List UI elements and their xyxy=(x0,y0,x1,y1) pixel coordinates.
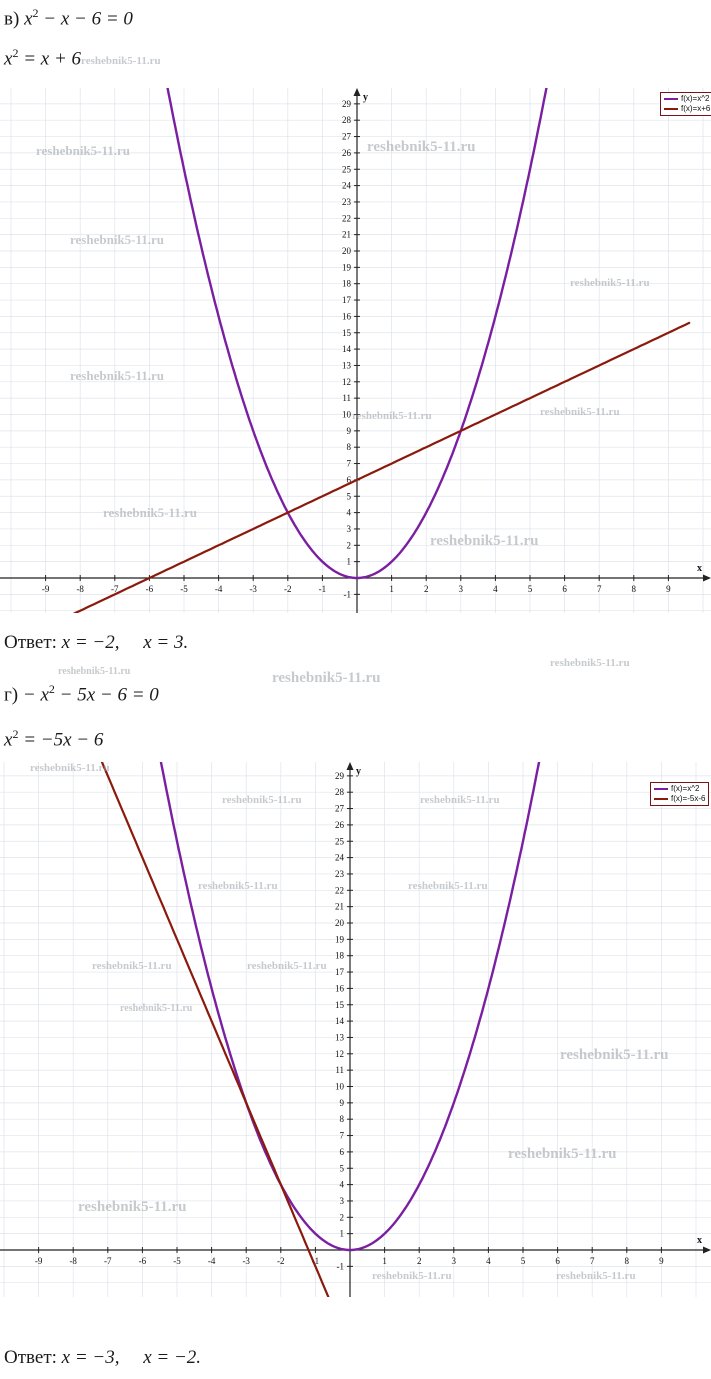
svg-text:20: 20 xyxy=(335,918,344,928)
problem-g-answer xyxy=(4,1347,201,1369)
svg-text:-5: -5 xyxy=(173,1256,181,1266)
svg-text:-2: -2 xyxy=(277,1256,285,1266)
watermark: reshebnik5-11.ru xyxy=(58,666,131,677)
watermark: reshebnik5-11.ru xyxy=(560,1047,669,1063)
svg-text:16: 16 xyxy=(335,983,344,994)
svg-text:5: 5 xyxy=(339,1163,344,1174)
watermark: reshebnik5-11.ru xyxy=(222,794,302,806)
svg-text:x: x xyxy=(697,1235,702,1246)
svg-text:-3: -3 xyxy=(249,584,257,594)
problem-c-eq1-rest: − x − 6 = 0 xyxy=(38,8,133,30)
legend-swatch-parabola-icon xyxy=(664,98,678,100)
svg-text:-9: -9 xyxy=(34,1256,43,1266)
svg-text:-8: -8 xyxy=(69,1256,77,1266)
svg-text:13: 13 xyxy=(335,1032,344,1043)
watermark: reshebnik5-11.ru xyxy=(78,1199,187,1215)
legend-label-line: f(x)=x+6 xyxy=(681,104,711,113)
svg-text:3: 3 xyxy=(451,1256,457,1266)
watermark: reshebnik5-11.ru xyxy=(30,762,110,774)
svg-text:-3: -3 xyxy=(242,1256,250,1266)
problem-g-label: г) xyxy=(4,684,19,706)
chart-1-legend xyxy=(660,92,711,116)
watermark: reshebnik5-11.ru xyxy=(92,960,172,972)
svg-text:6: 6 xyxy=(339,1146,344,1157)
answer-g-prefix: Ответ: xyxy=(4,1347,62,1368)
svg-text:y: y xyxy=(363,92,368,103)
svg-text:1: 1 xyxy=(339,1228,344,1239)
svg-text:1: 1 xyxy=(346,556,351,567)
svg-text:-2: -2 xyxy=(284,584,292,594)
legend-swatch-line-icon xyxy=(664,108,678,110)
svg-text:2: 2 xyxy=(346,540,351,551)
svg-text:26: 26 xyxy=(342,147,351,158)
problem-g-eq2-var: x xyxy=(4,729,13,751)
watermark: reshebnik5-11.ru xyxy=(372,1270,452,1282)
answer-c-1: x = −2, xyxy=(61,632,120,653)
problem-g-eq1-var: − x xyxy=(22,684,49,706)
svg-text:7: 7 xyxy=(589,1256,595,1266)
answer-c-prefix: Ответ: xyxy=(4,632,62,653)
svg-text:20: 20 xyxy=(342,246,351,256)
watermark: reshebnik5-11.ru xyxy=(430,533,539,549)
problem-g-equation-1 xyxy=(4,682,159,706)
legend-label-line-2: f(x)=-5x-6 xyxy=(671,794,706,803)
svg-text:3: 3 xyxy=(346,523,351,534)
svg-text:8: 8 xyxy=(631,584,637,594)
legend-label-parabola-2: f(x)=x^2 xyxy=(671,784,700,793)
watermark: reshebnik5-11.ru xyxy=(352,410,432,422)
watermark: reshebnik5-11.ru xyxy=(408,880,488,892)
svg-text:4: 4 xyxy=(486,1256,491,1266)
problem-c-eq2-var: x xyxy=(4,48,13,70)
problem-c-eq1-var: x xyxy=(24,8,33,30)
problem-g-eq1-exp: 2 xyxy=(48,682,55,696)
svg-text:26: 26 xyxy=(335,819,344,830)
svg-text:2: 2 xyxy=(423,584,429,594)
svg-text:2: 2 xyxy=(416,1256,422,1266)
chart-2 xyxy=(0,762,711,1297)
watermark: reshebnik5-11.ru xyxy=(508,1146,617,1162)
svg-text:11: 11 xyxy=(342,393,351,404)
svg-text:19: 19 xyxy=(335,934,344,945)
svg-text:15: 15 xyxy=(335,999,344,1010)
watermark: reshebnik5-11.ru xyxy=(198,880,278,892)
chart-1-canvas xyxy=(0,88,711,613)
problem-c-eq2-rest: = x + 6 xyxy=(18,48,82,70)
svg-text:7: 7 xyxy=(339,1130,344,1141)
svg-text:9: 9 xyxy=(339,1097,344,1108)
watermark: reshebnik5-11.ru xyxy=(556,1270,636,1282)
svg-text:-6: -6 xyxy=(145,584,154,594)
svg-text:1: 1 xyxy=(382,1256,387,1266)
watermark: reshebnik5-11.ru xyxy=(120,1003,193,1014)
legend-label-parabola: f(x)=x^2 xyxy=(681,94,710,103)
svg-text:8: 8 xyxy=(346,442,351,453)
problem-g-eq2-exp: 2 xyxy=(12,727,19,741)
svg-text:21: 21 xyxy=(335,901,344,912)
svg-text:-5: -5 xyxy=(180,584,188,594)
svg-text:29: 29 xyxy=(335,770,344,781)
svg-text:-4: -4 xyxy=(207,1256,216,1266)
legend-swatch-line-icon xyxy=(654,798,668,800)
problem-g-equation-2 xyxy=(4,727,103,751)
problem-c-eq2-exp: 2 xyxy=(12,46,19,60)
svg-text:25: 25 xyxy=(335,836,344,847)
svg-text:10: 10 xyxy=(335,1081,344,1092)
svg-text:3: 3 xyxy=(458,584,464,594)
svg-text:10: 10 xyxy=(342,409,351,420)
watermark: reshebnik5-11.ru xyxy=(81,55,161,68)
svg-text:-1: -1 xyxy=(311,1256,320,1266)
watermark: reshebnik5-11.ru xyxy=(103,505,198,520)
answer-g-2: x = −2. xyxy=(143,1347,202,1368)
watermark: reshebnik5-11.ru xyxy=(36,143,131,158)
svg-text:y: y xyxy=(356,766,361,777)
svg-text:22: 22 xyxy=(342,213,351,224)
svg-text:16: 16 xyxy=(342,311,351,322)
svg-text:13: 13 xyxy=(342,360,351,371)
svg-text:6: 6 xyxy=(562,584,567,594)
svg-text:5: 5 xyxy=(346,491,351,502)
svg-text:25: 25 xyxy=(342,164,351,175)
svg-text:6: 6 xyxy=(346,474,351,485)
legend-row-line-2 xyxy=(654,794,705,804)
problem-g-eq2-rest: = −5x − 6 xyxy=(18,729,104,751)
legend-swatch-parabola-icon xyxy=(654,788,668,790)
svg-text:12: 12 xyxy=(335,1048,344,1059)
svg-text:7: 7 xyxy=(596,584,602,594)
legend-row-parabola-2 xyxy=(654,784,705,794)
svg-text:9: 9 xyxy=(659,1256,664,1266)
svg-text:8: 8 xyxy=(624,1256,630,1266)
problem-c-label: в) xyxy=(4,8,20,30)
svg-text:5: 5 xyxy=(527,584,533,594)
svg-text:9: 9 xyxy=(666,584,671,594)
svg-text:5: 5 xyxy=(520,1256,526,1266)
svg-text:4: 4 xyxy=(346,507,351,518)
svg-text:-1: -1 xyxy=(343,589,351,600)
watermark: reshebnik5-11.ru xyxy=(70,232,165,247)
watermark: reshebnik5-11.ru xyxy=(70,368,165,383)
watermark: reshebnik5-11.ru xyxy=(540,406,620,418)
watermark: reshebnik5-11.ru xyxy=(247,960,327,972)
svg-text:19: 19 xyxy=(342,262,351,273)
watermark: reshebnik5-11.ru xyxy=(550,657,630,669)
svg-text:7: 7 xyxy=(346,458,351,469)
svg-text:24: 24 xyxy=(342,180,351,191)
svg-text:21: 21 xyxy=(342,229,351,240)
svg-text:-4: -4 xyxy=(214,584,223,594)
svg-text:15: 15 xyxy=(342,327,351,338)
svg-text:1: 1 xyxy=(389,584,394,594)
svg-text:18: 18 xyxy=(335,950,344,961)
answer-g-1: x = −3, xyxy=(61,1347,120,1368)
svg-text:-1: -1 xyxy=(336,1261,344,1272)
svg-text:11: 11 xyxy=(335,1065,344,1076)
svg-text:17: 17 xyxy=(335,967,344,978)
watermark: reshebnik5-11.ru xyxy=(420,794,500,806)
svg-text:24: 24 xyxy=(335,852,344,863)
svg-text:22: 22 xyxy=(335,885,344,896)
svg-text:-7: -7 xyxy=(104,1256,112,1266)
svg-text:4: 4 xyxy=(493,584,498,594)
svg-text:6: 6 xyxy=(555,1256,560,1266)
chart-2-legend xyxy=(650,782,709,806)
svg-text:-1: -1 xyxy=(318,584,327,594)
problem-c-equation-2 xyxy=(4,46,161,70)
svg-text:12: 12 xyxy=(342,376,351,387)
svg-text:28: 28 xyxy=(342,115,351,126)
legend-row-parabola xyxy=(664,94,710,104)
watermark: reshebnik5-11.ru xyxy=(367,139,476,155)
svg-text:x: x xyxy=(697,563,702,574)
problem-c-eq1-exp: 2 xyxy=(32,6,39,20)
svg-text:9: 9 xyxy=(346,425,351,436)
svg-text:17: 17 xyxy=(342,295,351,306)
svg-text:18: 18 xyxy=(342,278,351,289)
svg-text:28: 28 xyxy=(335,787,344,798)
watermark: reshebnik5-11.ru xyxy=(272,670,381,686)
problem-c-answer xyxy=(4,632,188,654)
svg-text:-8: -8 xyxy=(76,584,84,594)
watermark: reshebnik5-11.ru xyxy=(570,277,650,289)
svg-text:14: 14 xyxy=(342,344,351,355)
svg-text:-6: -6 xyxy=(138,1256,147,1266)
chart-2-canvas xyxy=(0,762,711,1297)
svg-text:3: 3 xyxy=(339,1195,344,1206)
svg-text:23: 23 xyxy=(342,196,351,207)
svg-text:8: 8 xyxy=(339,1114,344,1125)
problem-c-equation-1 xyxy=(4,6,133,30)
problem-g-eq1-rest: − 5x − 6 = 0 xyxy=(54,684,159,706)
svg-text:27: 27 xyxy=(342,131,351,142)
svg-text:4: 4 xyxy=(339,1179,344,1190)
answer-c-2: x = 3. xyxy=(143,632,189,653)
legend-row-line xyxy=(664,104,710,114)
svg-text:27: 27 xyxy=(335,803,344,814)
svg-text:29: 29 xyxy=(342,98,351,109)
svg-text:-9: -9 xyxy=(41,584,50,594)
chart-1 xyxy=(0,88,711,613)
svg-text:2: 2 xyxy=(339,1212,344,1223)
svg-text:-7: -7 xyxy=(111,584,119,594)
svg-text:23: 23 xyxy=(335,868,344,879)
svg-text:14: 14 xyxy=(335,1016,344,1027)
